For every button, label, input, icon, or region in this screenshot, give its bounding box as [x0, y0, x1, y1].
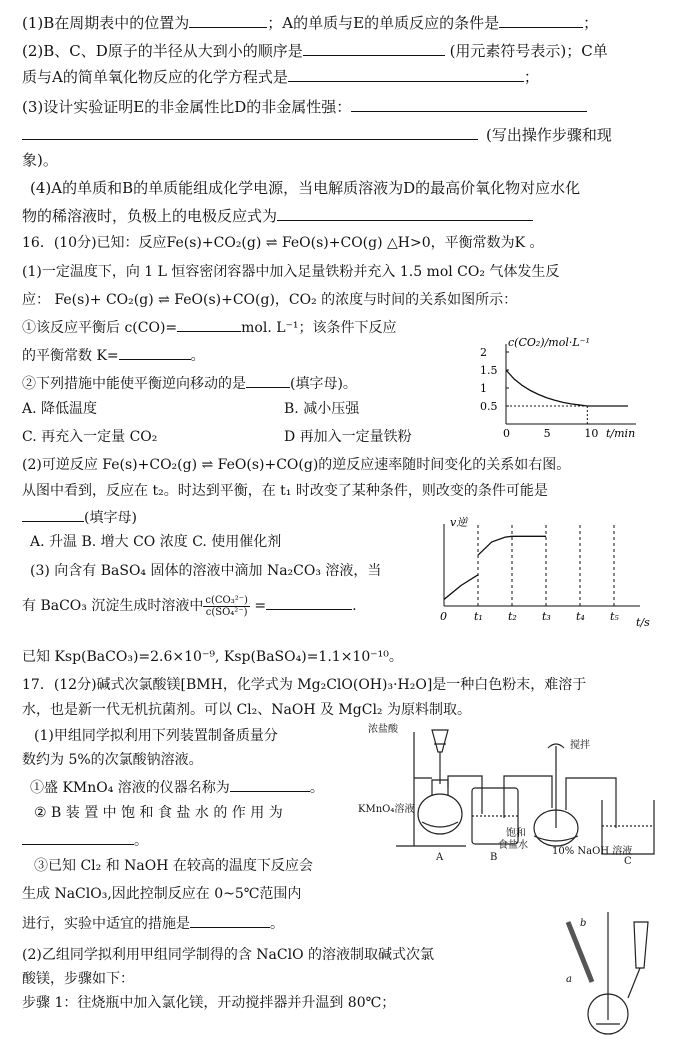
q17-2-line: (2)乙组同学拟利用甲组同学制得的含 NaClO 的溶液制取碱式次氯: [22, 947, 434, 963]
q16-1e-line: ②下列措施中能使平衡逆向移动的是 (填字母)。: [22, 372, 357, 394]
q17-1h-line: 进行，实验中适宜的措施是 。: [22, 912, 284, 934]
co2-curve: [506, 370, 628, 406]
q15-3c-line: 象)。: [22, 151, 58, 169]
x-tick-label: 0: [440, 610, 447, 623]
y-tick-label: 0.5: [480, 400, 498, 413]
x-tick-label: 0: [503, 427, 510, 440]
q17-step1-line: 步骤 1：往烧瓶中加入氯化镁，开动搅拌器并升温到 80℃；: [22, 995, 396, 1011]
chart2-ylabel: v逆: [450, 516, 468, 529]
q16-1d-line: 的平衡常数 K= 。: [22, 344, 205, 366]
x-tick-label: t₃: [542, 610, 551, 623]
label-naoh: 10% NaOH 溶液: [552, 846, 633, 857]
x-tick-label: 5: [543, 427, 551, 440]
answer-blank[interactable]: [303, 40, 445, 56]
label-c: C: [624, 856, 632, 866]
tube-to-beaker: [566, 778, 616, 828]
separatory-funnel: [432, 730, 448, 752]
q16-2b-line: 从图中看到，反应在 t₂。时达到平衡，在 t₁ 时改变了某种条件，则改变的条件可能是: [22, 483, 548, 499]
answer-blank[interactable]: [499, 12, 583, 28]
q15-3-line: (3)设计实验证明E的非金属性比D的非金属性强：: [22, 96, 587, 117]
q16-3b-line: 有 BaCO₃ 沉淀生成时溶液中 $\frac{\text{c(CO₃²⁻)}}{\text{c(SO₄²⁻)}}$ = .: [22, 594, 357, 618]
tube-a-b: [448, 776, 482, 814]
co2-concentration-chart: [478, 334, 648, 446]
answer-blank[interactable]: [230, 776, 310, 792]
concentration-ratio: $\frac{\text{c(CO₃²⁻)}}{\text{c(SO₄²⁻)}}$: [205, 594, 248, 618]
q15-2-line: (2)B、C、D原子的半径从大到小的顺序是 (用元素符号表示)；C单: [22, 42, 608, 60]
q16-1b-line: 应： Fe(s)+ CO₂(g) ⇌ FeO(s)+CO(g)，CO₂ 的浓度与时间的关系如图所示：: [22, 292, 518, 308]
option-a: A. 降低温度: [22, 401, 98, 417]
option-c: C. 再充入一定量 CO₂: [22, 429, 158, 445]
x-tick-label: t₁: [474, 610, 483, 623]
q15-1-line: (1)B在周期表中的位置为 ；A的单质与E的单质反应的条件是 ；: [22, 14, 599, 32]
q17-1c-line: ①盛 KMnO₄ 溶液的仪器名称为 。: [30, 776, 324, 798]
answer-blank[interactable]: [266, 594, 352, 610]
option-b: B. 减小压强: [284, 401, 360, 417]
q17-1d-line: ② B 装 置 中 饱 和 食 盐 水 的 作 用 为: [34, 805, 283, 821]
answer-blank[interactable]: [190, 912, 270, 928]
label-kmno4: KMnO₄溶液: [358, 804, 415, 815]
q16-1c-line: ①该反应平衡后 c(CO)= mol. L⁻¹；该条件下反应: [22, 316, 397, 338]
x-tick-label: t₅: [610, 610, 619, 623]
label-brine: 食盐水: [498, 840, 528, 851]
q16-3-line: (3) 向含有 BaSO₄ 固体的溶液中滴加 Na₂CO₃ 溶液，当: [30, 563, 382, 579]
answer-blank[interactable]: [119, 344, 191, 360]
q15-2b-line: 质与A的简单氧化物反应的化学方程式是 ；: [22, 68, 539, 86]
flask-liquid: [422, 822, 458, 827]
ksp-line: 已知 Ksp(BaCO₃)=2.6×10⁻⁹, Ksp(BaSO₄)=1.1×10⁻¹⁰。: [22, 649, 403, 665]
answer-blank[interactable]: [246, 372, 290, 388]
chart1-xlabel: t/min: [606, 427, 636, 440]
option-d: D 再加入一定量铁粉: [284, 429, 412, 445]
q16-2-options: A. 升温 B. 增大 CO 浓度 C. 使用催化剂: [30, 534, 282, 550]
chlorine-apparatus-diagram: [356, 718, 678, 866]
y-tick-label: 1: [480, 382, 487, 395]
flask-a: [418, 794, 462, 834]
q15-3b-line: (写出操作步骤和现: [22, 124, 612, 145]
x-tick-label: t₄: [576, 610, 585, 623]
x-tick-label: t₂: [508, 610, 517, 623]
q17-title: 17．(12分)碱式次氯酸镁[BMH，化学式为 Mg₂ClO(OH)₃·H₂O]是一种白色粉末，难溶于: [22, 677, 587, 693]
answer-blank[interactable]: [288, 66, 524, 82]
x-tick-label: 10: [584, 427, 599, 440]
answer-blank[interactable]: [177, 316, 241, 332]
q17-1-line: (1)甲组同学拟利用下列装置制备质量分: [34, 728, 278, 744]
q17-1f-line: ③已知 Cl₂ 和 NaOH 在较高的温度下反应会: [34, 858, 313, 874]
funnel-stem-2: [628, 968, 640, 998]
label-stir: 搅拌: [570, 740, 590, 751]
answer-blank[interactable]: [22, 829, 134, 845]
q16-title: 16．(10分)已知：反应Fe(s)+CO₂(g) ⇌ FeO(s)+CO(g) △H>0，平衡常数为K 。: [22, 235, 544, 251]
answer-blank[interactable]: [22, 506, 84, 522]
reverse-rate-chart: [430, 508, 660, 634]
q16-2-line: (2)可逆反应 Fe(s)+CO₂(g) ⇌ FeO(s)+CO(g)的逆反应速率随时间变化的关系如右图。: [22, 457, 571, 473]
label-a-port: a: [566, 974, 572, 985]
label-saturated: 饱和: [506, 828, 526, 839]
q15-4-line: (4)A的单质和B的单质能组成化学电源，当电解质溶液为D的最高价氧化物对应水化: [30, 179, 581, 197]
condenser: [568, 922, 592, 982]
q16-2c-line: (填字母): [22, 506, 137, 528]
q17-2b-line: 酸镁，步骤如下：: [22, 971, 134, 987]
chart2-xlabel: t/s: [636, 616, 650, 629]
chart1-ylabel: c(CO₂)/mol·L⁻¹: [508, 336, 590, 349]
q16-1-line: (1)一定温度下，向 1 L 恒容密闭容器中加入足量铁粉并充入 1.5 mol CO₂ 气体发生反: [22, 264, 560, 280]
q15-4b-line: 物的稀溶液时，负极上的电极反应式为: [22, 205, 533, 226]
y-tick-label: 1.5: [480, 364, 498, 377]
label-b-port: b: [580, 918, 587, 929]
q17-1e-line: 。: [22, 829, 148, 851]
tube-b-c: [504, 776, 552, 818]
rate-curve-1: [444, 575, 478, 600]
label-a: A: [436, 852, 444, 863]
answer-blank[interactable]: [22, 124, 478, 140]
q17-intro: 水，也是新一代无机抗菌剂。可以 Cl₂、NaOH 及 MgCl₂ 为原料制取。: [22, 702, 471, 718]
q17-1g-line: 生成 NaClO₃,因此控制反应在 0~5℃范围内: [22, 886, 302, 902]
answer-blank[interactable]: [351, 96, 587, 112]
y-tick-label: 2: [480, 346, 487, 359]
label-b: B: [490, 852, 498, 863]
answer-blank[interactable]: [189, 12, 267, 28]
condenser-flask-diagram: [548, 908, 668, 1038]
label-conc-hcl: 浓盐酸: [368, 724, 398, 735]
q17-1b-line: 数约为 5%的次氯酸钠溶液。: [22, 752, 203, 768]
dropping-funnel: [634, 922, 648, 968]
answer-blank[interactable]: [277, 205, 533, 221]
